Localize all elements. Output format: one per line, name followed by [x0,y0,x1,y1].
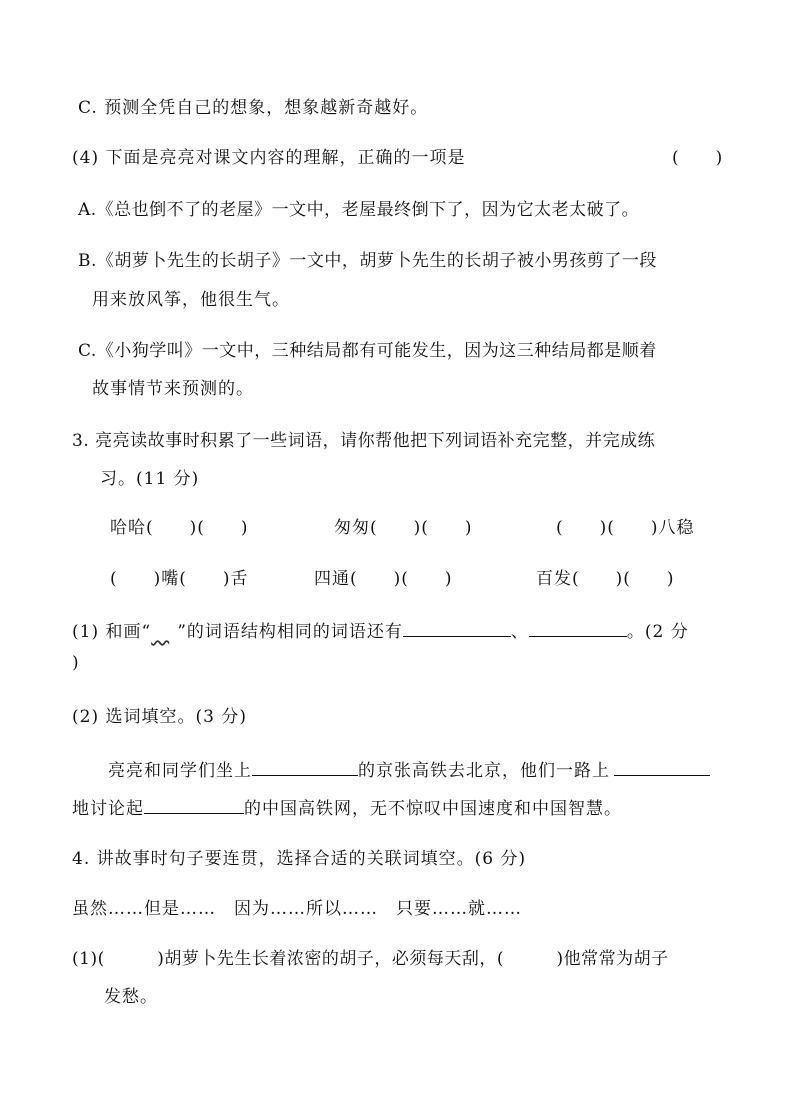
option-c-prediction: C. 预测全凭自己的想象，想象越新奇越好。 [78,98,429,118]
sub1-mid: ”的词语结构相同的词语还有 [177,622,403,642]
question-3-title-line2: 习。(11 分) [100,469,200,489]
sentence-part-c: 地讨论起 [72,799,144,819]
wavy-underline-sample [151,621,177,643]
option-b-line2: 用来放风筝，他很生气。 [92,290,290,310]
question-3-sub1 [72,619,689,643]
word-fill-1[interactable]: 哈哈( )( ) [110,518,249,538]
answer-blank-2[interactable] [529,619,627,637]
fill-blank-2[interactable] [614,758,710,776]
sentence-part-b: 的京张高铁去北京，他们一路上 [358,761,610,781]
question-4-sub1-line2: 发愁。 [104,987,158,1007]
answer-paren[interactable]: ( ) [672,148,724,168]
option-b-line1: B.《胡萝卜先生的长胡子》一文中，胡萝卜先生的长胡子被小男孩剪了一段 [78,251,657,271]
option-a: A.《总也倒不了的老屋》一文中，老屋最终倒下了，因为它太老太破了。 [78,200,640,220]
word-fill-3[interactable]: ( )( )八稳 [556,518,695,538]
sentence-part-d: 的中国高铁网，无不惊叹中国速度和中国智慧。 [244,799,622,819]
question-4-title: 4. 讲故事时句子要连贯，选择合适的关联词填空。(6 分) [72,849,527,869]
question-3-title-line1: 3. 亮亮读故事时积累了一些词语，请你帮他把下列词语补充完整，并完成练 [72,431,656,451]
sentence-part-a: 亮亮和同学们坐上 [108,761,252,781]
word-fill-4[interactable]: ( )嘴( )舌 [110,569,249,589]
option-c-line1: C.《小狗学叫》一文中，三种结局都有可能发生，因为这三种结局都是顺着 [78,341,657,361]
question-3-sub2-title: (2) 选词填空。(3 分) [72,707,247,727]
word-fill-6[interactable]: 百发( )( ) [536,569,675,589]
question-4-sub1-line1: (1)( )胡萝卜先生长着浓密的胡子，必须每天刮，( )他常常为胡子 [72,949,669,969]
fill-blank-1[interactable] [252,758,358,776]
sub1-separator: 、 [510,622,529,642]
option-c-line2: 故事情节来预测的。 [92,379,254,399]
answer-blank-1[interactable] [403,619,511,637]
question-4-stem: (4) 下面是亮亮对课文内容的理解，正确的一项是 [72,148,466,168]
sub1-close-paren: ) [72,653,79,673]
sub1-prefix: (1) 和画“ [72,622,152,642]
fill-sentence-line1 [108,758,710,782]
sub1-end: 。(2 分 [626,622,689,642]
fill-blank-3[interactable] [144,796,244,814]
conjunction-choices: 虽然……但是…… 因为……所以…… 只要……就…… [72,899,522,919]
word-fill-5[interactable]: 四通( )( ) [314,569,453,589]
word-fill-2[interactable]: 匆匆( )( ) [334,518,473,538]
fill-sentence-line2 [72,796,622,820]
